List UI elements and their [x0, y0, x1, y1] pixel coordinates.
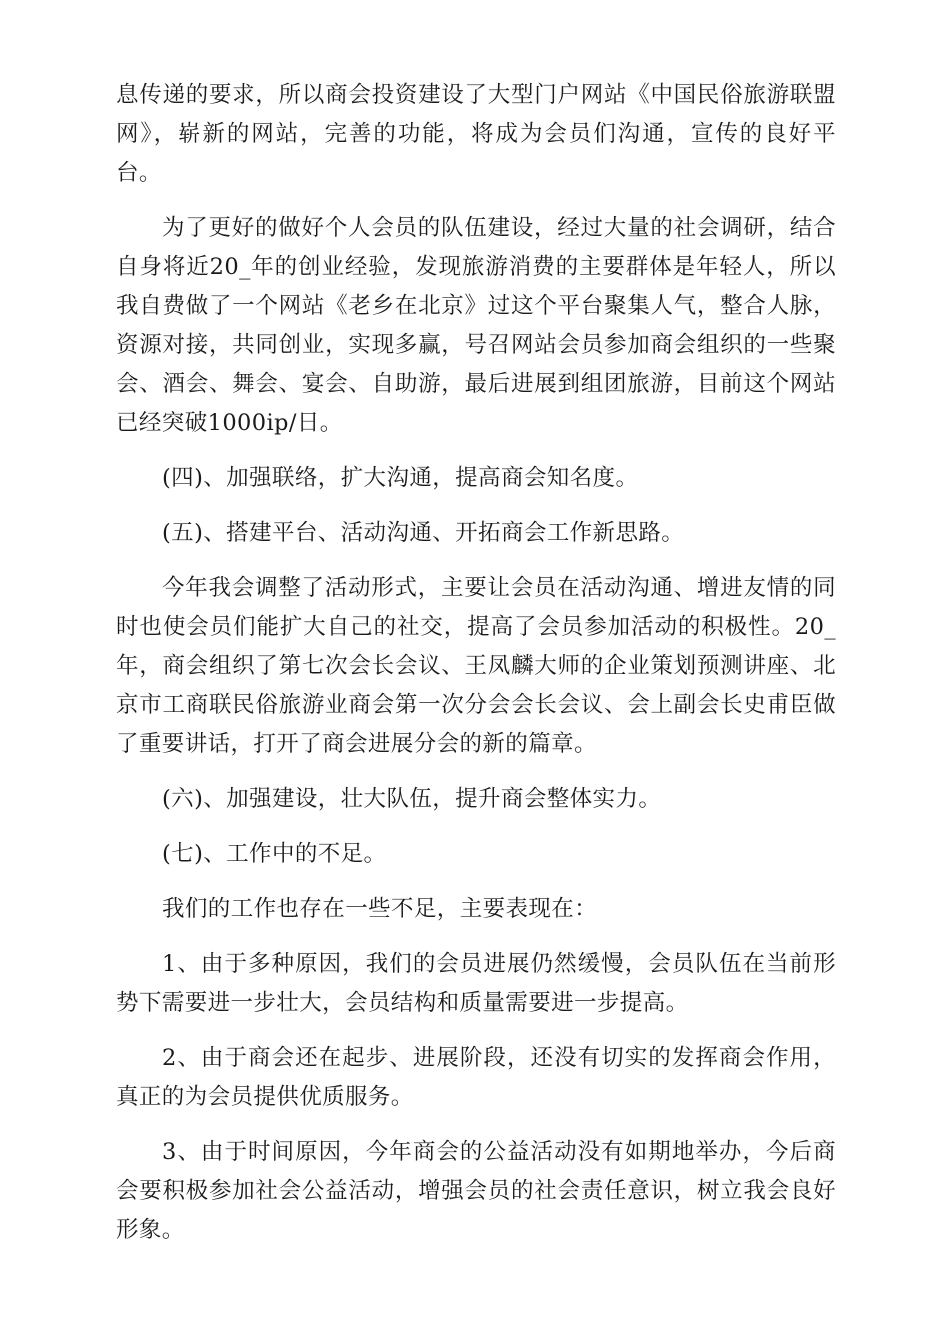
- list-item-1: 1、由于多种原因，我们的会员进展仍然缓慢，会员队伍在当前形势下需要进一步壮大，会员结构和质量需要进一步提高。: [116, 951, 836, 1016]
- section-heading-5: (五)、搭建平台、活动沟通、开拓商会工作新思路。: [162, 520, 685, 546]
- paragraph-shortcomings-intro: 我们的工作也存在一些不足，主要表现在：: [162, 896, 598, 922]
- list-item-3: 3、由于时间原因，今年商会的公益活动没有如期地举办，今后商会要积极参加社会公益活动，增强会员的社会责任意识，树立我会良好形象。: [116, 1139, 836, 1243]
- document-body: [116, 76, 836, 1266]
- list-item-2: 2、由于商会还在起步、进展阶段，还没有切实的发挥商会作用，真正的为会员提供优质服务。: [116, 1045, 836, 1110]
- section-heading-6: (六)、加强建设，壮大队伍，提升商会整体实力。: [162, 786, 662, 812]
- paragraph-continuation: 息传递的要求，所以商会投资建设了大型门户网站《中国民俗旅游联盟网》，崭新的网站，完善的功能，将成为会员们沟通，宣传的良好平台。: [116, 82, 836, 186]
- section-heading-7: (七)、工作中的不足。: [162, 841, 387, 867]
- paragraph-activities: 今年我会调整了活动形式，主要让会员在活动沟通、增进友情的同时也使会员们能扩大自己的社交，提高了会员参加活动的积极性。20_年，商会组织了第七次会长会议、王凤麟大师的企业策划预测讲座、北京市工商联民俗旅游业商会第一次分会会长会议、会上副会长史甫臣做了重要讲话，打开了商会进展分会的新的篇章。: [116, 575, 836, 757]
- paragraph-personal-members: 为了更好的做好个人会员的队伍建设，经过大量的社会调研，结合自身将近20_年的创业经验，发现旅游消费的主要群体是年轻人，所以我自费做了一个网站《老乡在北京》过这个平台聚集人气，整合人脉，资源对接，共同创业，实现多赢，号召网站会员参加商会组织的一些聚会、酒会、舞会、宴会、自助游，最后进展到组团旅游，目前这个网站已经突破1000ip/日。: [116, 215, 836, 436]
- section-heading-4: (四)、加强联络，扩大沟通，提高商会知名度。: [162, 465, 639, 491]
